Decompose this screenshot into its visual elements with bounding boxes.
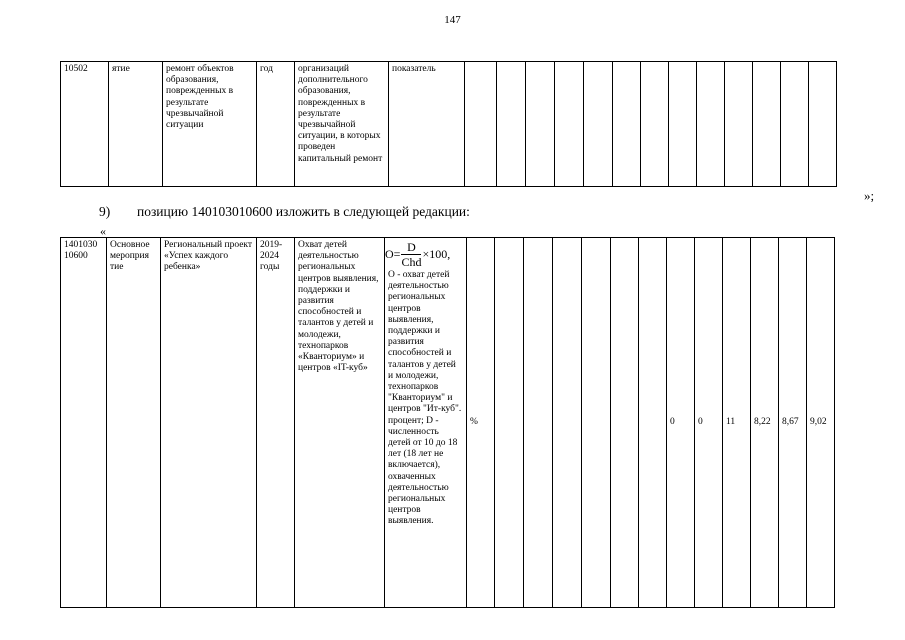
indicator-table-bottom — [60, 237, 835, 608]
value-cell: 8,22 — [751, 238, 779, 608]
formula-fraction — [401, 240, 421, 269]
value-cell: 11 — [723, 238, 751, 608]
indicator-cell: организаций дополнительного образования, поврежденных в результате чрезвычайной ситуации, в которых проведен капитальный ремонт — [295, 62, 389, 187]
value-cell: 0 — [667, 238, 695, 608]
empty-cell — [582, 238, 611, 608]
formula — [385, 240, 463, 269]
page-number: 147 — [444, 14, 461, 26]
empty-cell — [669, 62, 697, 187]
indicator-table-top — [60, 61, 837, 187]
formula-rhs: ×100, — [422, 246, 451, 261]
code-cell: 1401030 10600 — [61, 238, 107, 608]
section-heading — [99, 204, 470, 220]
formula-numerator: D — [401, 240, 421, 255]
empty-cell — [526, 62, 555, 187]
project-cell: Региональный проект «Успех каждого ребенка» — [161, 238, 257, 608]
indicator-cell: Охват детей деятельностью региональных центров выявления, поддержки и развития способностей и талантов у детей и молодежи, технопарков «Кванториум» и центров «IT-куб» — [295, 238, 385, 608]
years-cell: 2019-2024 годы — [257, 238, 295, 608]
item-number: 9) — [99, 204, 111, 219]
empty-cell — [495, 238, 524, 608]
opening-quote: « — [100, 224, 106, 238]
method-cell — [385, 238, 467, 608]
heading-text: позицию 140103010600 изложить в следующей редакции: — [137, 204, 470, 219]
type-cell: ятие — [109, 62, 163, 187]
empty-cell — [584, 62, 613, 187]
empty-cell — [753, 62, 781, 187]
closing-quote: »; — [864, 188, 875, 203]
unit-cell: год — [257, 62, 295, 187]
table-row — [61, 238, 835, 608]
empty-cell — [497, 62, 526, 187]
value-cell: 0 — [695, 238, 723, 608]
type-cell: Основное мероприя тие — [107, 238, 161, 608]
empty-cell — [725, 62, 753, 187]
formula-denominator: Chd — [401, 255, 422, 269]
empty-cell — [524, 238, 553, 608]
method-description: O - охват детей деятельностью региональных центров выявления, поддержки и развития способностей и талантов у детей и молодежи, технопарков "Кванториум" и центров "Ит-куб". процент; D - численность детей от 10 до 18 лет (18 лет не включается), охваченных деятельностью региональных центров выявления. — [388, 270, 462, 527]
empty-cell — [613, 62, 641, 187]
empty-cell — [781, 62, 809, 187]
formula-lhs: O= — [385, 246, 401, 261]
empty-cell — [697, 62, 725, 187]
code-cell: 10502 — [61, 62, 109, 187]
name-cell: ремонт объектов образования, поврежденных в результате чрезвычайной ситуации — [163, 62, 257, 187]
method-cell: показатель — [389, 62, 465, 187]
empty-cell — [641, 62, 669, 187]
value-cell: 8,67 — [779, 238, 807, 608]
empty-cell — [465, 62, 497, 187]
empty-cell — [611, 238, 639, 608]
table-row — [61, 62, 837, 187]
empty-cell — [639, 238, 667, 608]
empty-cell — [809, 62, 837, 187]
empty-cell — [553, 238, 582, 608]
value-cell: 9,02 — [807, 238, 835, 608]
empty-cell — [555, 62, 584, 187]
unit-cell: % — [467, 238, 495, 608]
